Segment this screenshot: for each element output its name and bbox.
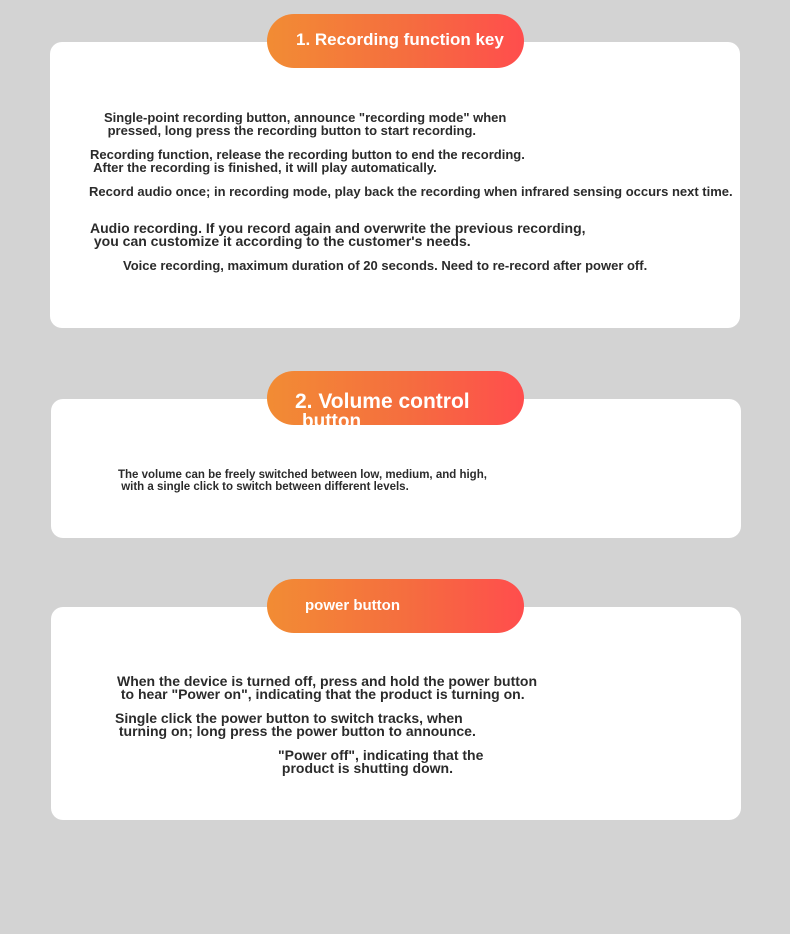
recording-desc-4: Audio recording. If you record again and overwrite the previous recording, you can customize it according to the customer's needs.	[90, 220, 586, 249]
recording-function-title: 1. Recording function key	[296, 30, 504, 49]
volume-control-title-line1: 2. Volume control	[295, 390, 470, 413]
recording-desc-1: Single-point recording button, announce "recording mode" when pressed, long press the recording button to start recording.	[104, 110, 507, 138]
volume-control-title-pill	[267, 371, 524, 432]
volume-desc-1: The volume can be freely switched between low, medium, and high, with a single click to switch between different levels.	[118, 469, 487, 493]
power-desc-2: Single click the power button to switch tracks, when turning on; long press the power button to announce.	[115, 710, 476, 739]
power-button-title: power button	[305, 597, 400, 614]
recording-desc-2: Recording function, release the recording button to end the recording. After the recording is finished, it will play automatically.	[90, 147, 525, 175]
recording-desc-5: Voice recording, maximum duration of 20 seconds. Need to re-record after power off.	[123, 258, 648, 273]
power-desc-1: When the device is turned off, press and hold the power button to hear "Power on", indicating that the product is turning on.	[117, 673, 538, 702]
power-button-title-pill	[267, 579, 524, 633]
power-desc-3: "Power off", indicating that the product is shutting down.	[278, 747, 484, 776]
volume-control-title-line2: button	[302, 411, 362, 432]
recording-desc-3: Record audio once; in recording mode, play back the recording when infrared sensing occurs next time.	[89, 184, 733, 199]
recording-function-title-pill	[267, 14, 524, 68]
